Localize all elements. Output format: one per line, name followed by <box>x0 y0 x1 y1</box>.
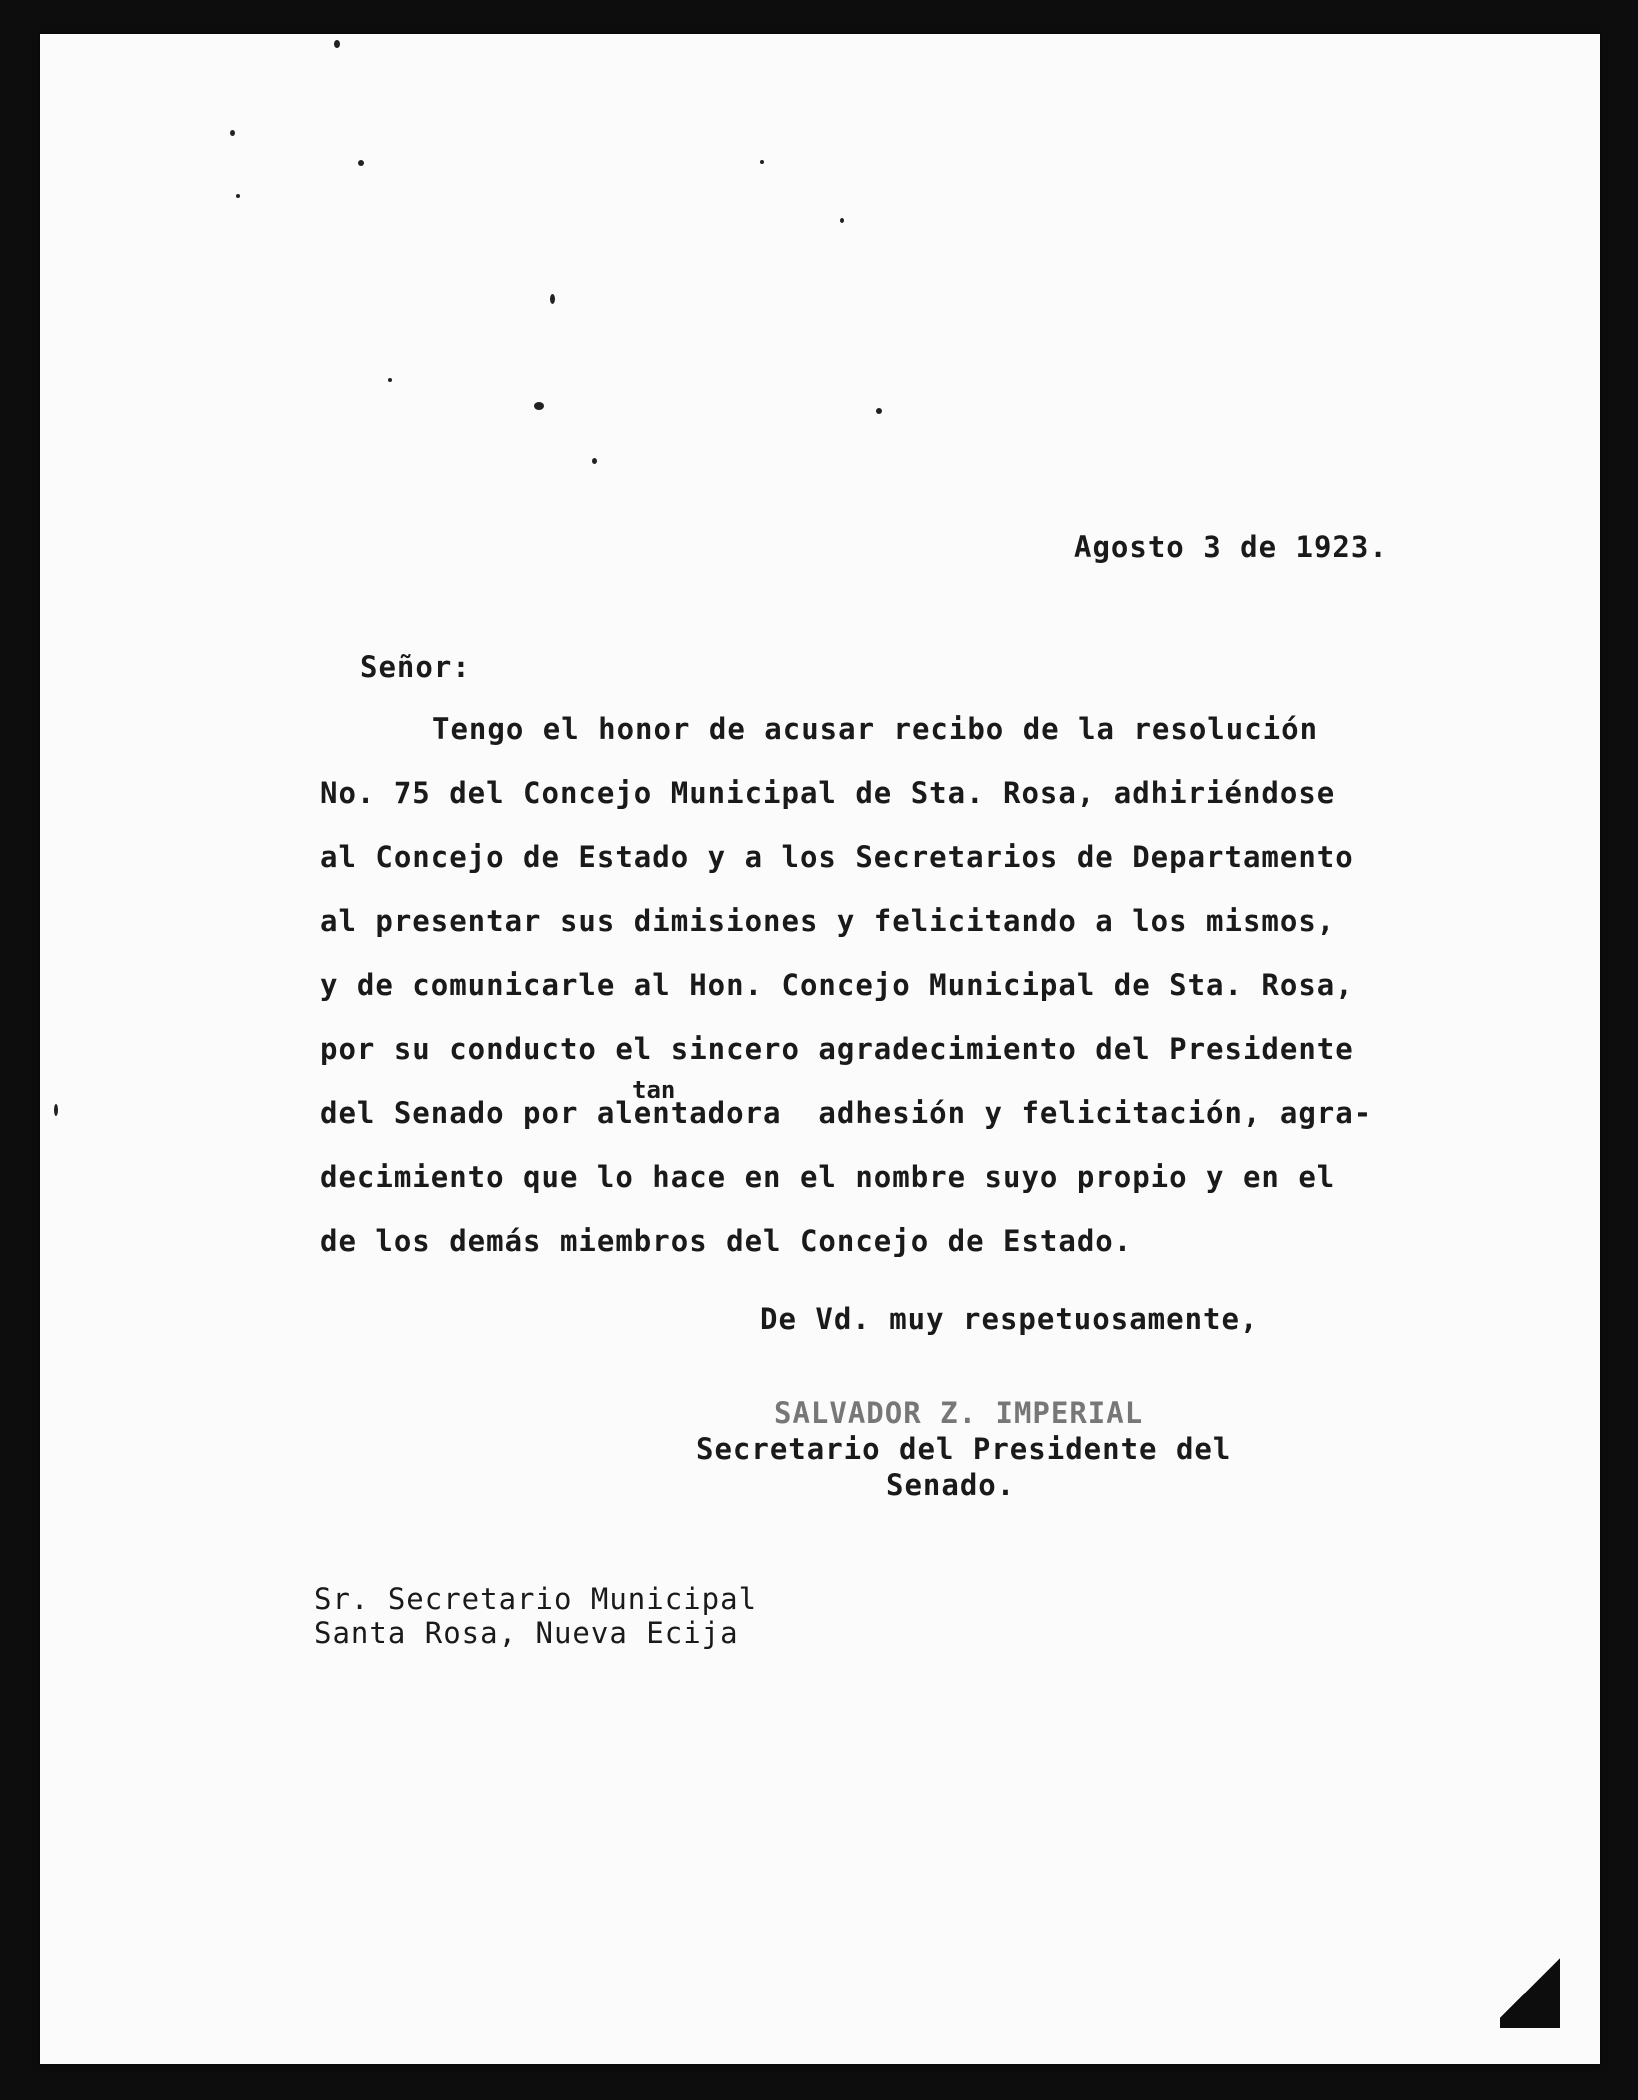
body-line: por su conducto el sincero agradecimiento del Presidente <box>320 1032 1354 1066</box>
body-line: del Senado por alentadora adhesión y felicitación, agra- <box>320 1096 1373 1130</box>
speck <box>230 130 235 136</box>
speck <box>876 408 882 414</box>
body-line: Tengo el honor de acusar recibo de la resolución <box>432 712 1319 746</box>
speck <box>334 40 340 48</box>
page-corner-curl <box>1500 1948 1560 2028</box>
speck <box>54 1104 58 1116</box>
speck <box>358 160 364 166</box>
letter-page <box>40 34 1600 2064</box>
letter-date: Agosto 3 de 1923. <box>1074 530 1388 564</box>
body-line: al Concejo de Estado y a los Secretarios de Departamento <box>320 840 1354 874</box>
speck <box>592 458 597 464</box>
speck <box>760 160 764 164</box>
body-line: decimiento que lo hace en el nombre suyo propio y en el <box>320 1160 1336 1194</box>
speck <box>388 378 392 382</box>
signer-title-2: Senado. <box>886 1468 1016 1502</box>
signer-title: Secretario del Presidente del <box>696 1432 1232 1466</box>
addressee-line: Santa Rosa, Nueva Ecija <box>314 1616 739 1650</box>
body-line: al presentar sus dimisiones y felicitando a los mismos, <box>320 904 1336 938</box>
signer-name: SALVADOR Z. IMPERIAL <box>774 1396 1144 1430</box>
handwritten-insertion: tan <box>632 1076 676 1104</box>
salutation: Señor: <box>360 650 471 684</box>
addressee-line: Sr. Secretario Municipal <box>314 1582 758 1616</box>
body-line: de los demás miembros del Concejo de Estado. <box>320 1224 1133 1258</box>
body-line: y de comunicarle al Hon. Concejo Municipal de Sta. Rosa, <box>320 968 1354 1002</box>
speck <box>840 218 844 223</box>
speck <box>550 294 555 304</box>
speck <box>236 194 240 198</box>
speck <box>534 402 544 410</box>
closing: De Vd. muy respetuosamente, <box>760 1302 1259 1336</box>
body-line: No. 75 del Concejo Municipal de Sta. Rosa, adhiriéndose <box>320 776 1336 810</box>
